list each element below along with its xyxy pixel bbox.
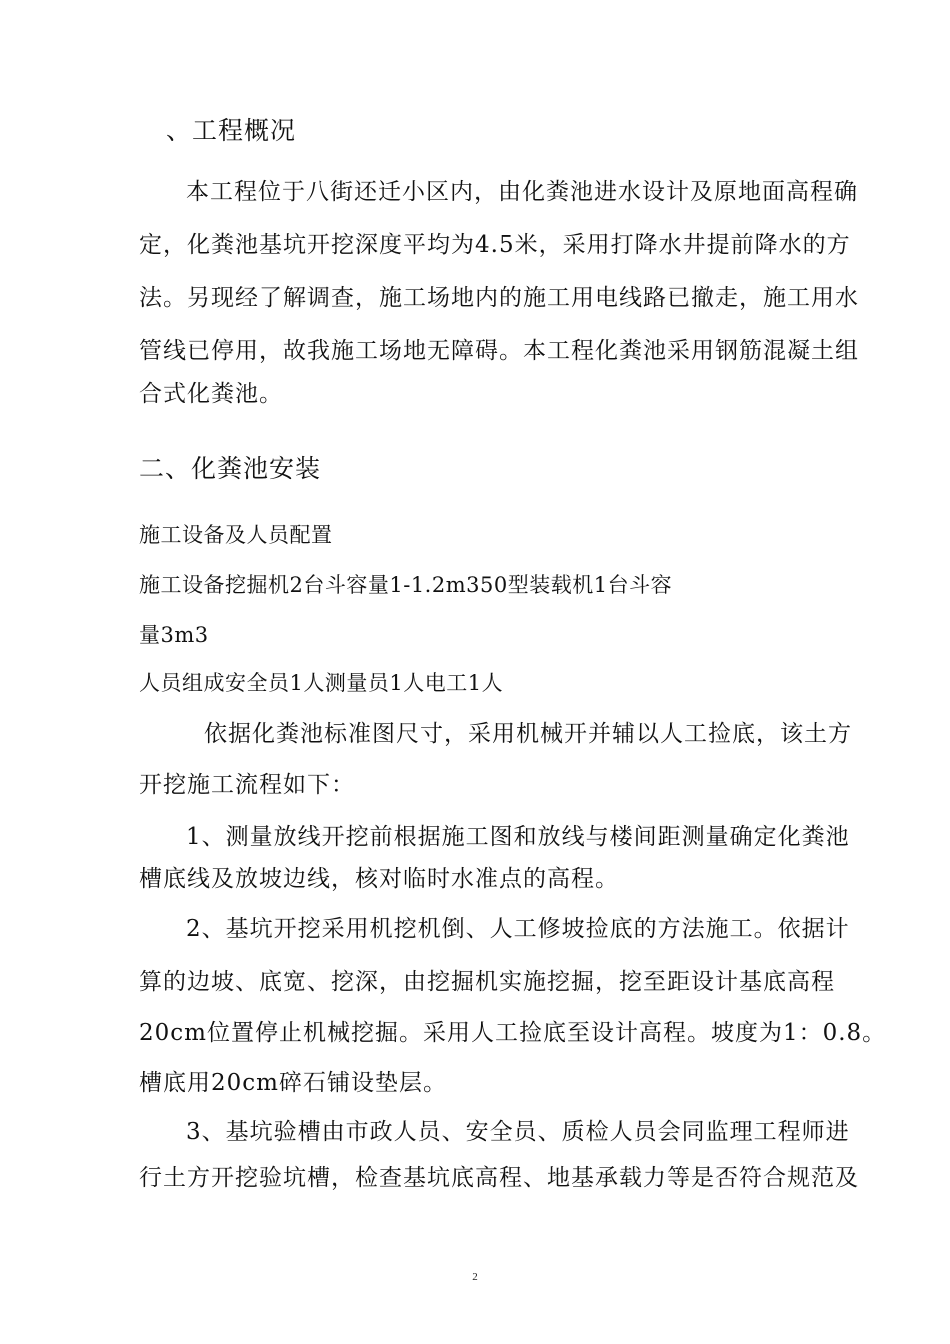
paragraph-line: 2、基坑开挖采用机挖机倒、人工修坡捡底的方法施工。依据计 bbox=[186, 916, 850, 942]
paragraph-line: 3、基坑验槽由市政人员、安全员、质检人员会同监理工程师进 bbox=[186, 1119, 850, 1145]
paragraph-line: 1、测量放线开挖前根据施工图和放线与楼间距测量确定化粪池 bbox=[186, 824, 850, 850]
paragraph-line: 槽底线及放坡边线，核对临时水准点的高程。 bbox=[139, 866, 619, 892]
paragraph-line: 施工设备挖掘机2台斗容量1-1.2m350型装载机1台斗容 bbox=[139, 573, 673, 597]
section-heading-overview: 、工程概况 bbox=[166, 116, 297, 145]
paragraph-line: 定，化粪池基坑开挖深度平均为4.5米，采用打降水井提前降水的方 bbox=[139, 232, 851, 258]
paragraph-line: 法。另现经了解调查，施工场地内的施工用电线路已撤走，施工用水 bbox=[139, 285, 859, 311]
paragraph-line: 人员组成安全员1人测量员1人电工1人 bbox=[139, 671, 504, 695]
paragraph-line: 合式化粪池。 bbox=[139, 381, 283, 407]
paragraph-line: 开挖施工流程如下： bbox=[139, 772, 355, 798]
paragraph-line: 算的边坡、底宽、挖深，由挖掘机实施挖掘，挖至距设计基底高程 bbox=[139, 969, 835, 995]
paragraph-line: 依据化粪池标准图尺寸，采用机械开并辅以人工捡底，该土方 bbox=[204, 721, 852, 747]
paragraph-line: 行土方开挖验坑槽，检查基坑底高程、地基承载力等是否符合规范及 bbox=[139, 1165, 859, 1191]
page-number: 2 bbox=[472, 1271, 478, 1283]
section-heading-installation: 二、化粪池安装 bbox=[139, 454, 322, 483]
paragraph-line: 量3m3 bbox=[139, 623, 209, 647]
paragraph-line: 施工设备及人员配置 bbox=[139, 523, 333, 547]
paragraph-line: 槽底用20cm碎石铺设垫层。 bbox=[139, 1070, 447, 1096]
paragraph-line: 本工程位于八街还迁小区内，由化粪池进水设计及原地面高程确 bbox=[186, 179, 858, 205]
paragraph-line: 管线已停用，故我施工场地无障碍。本工程化粪池采用钢筋混凝土组 bbox=[139, 338, 859, 364]
paragraph-line: 20cm位置停止机械挖掘。采用人工捡底至设计高程。坡度为1：0.8。 bbox=[139, 1020, 887, 1046]
